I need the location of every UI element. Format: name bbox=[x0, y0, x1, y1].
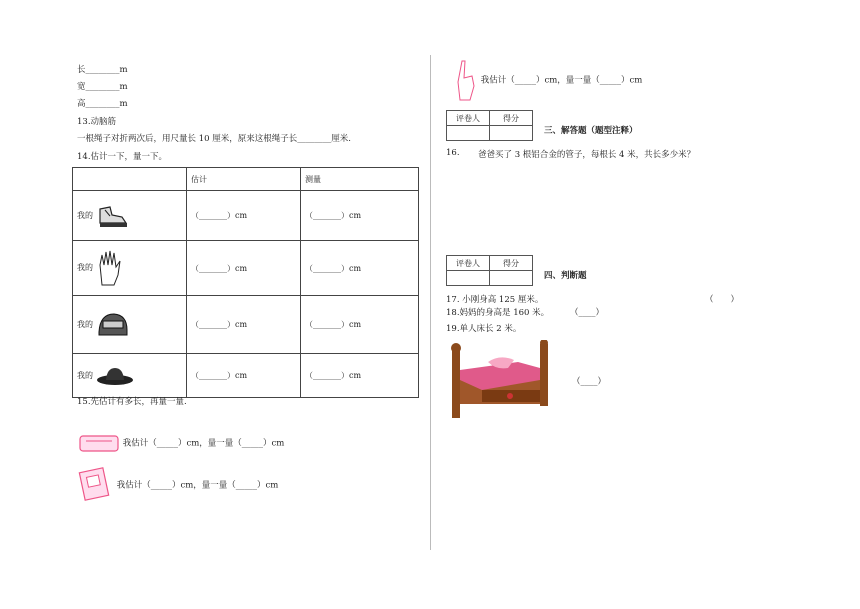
table-row bbox=[73, 296, 419, 354]
row-label: 我的 bbox=[77, 210, 93, 220]
q18-text: 18.妈妈的身高是 160 米。 bbox=[446, 308, 550, 318]
bed-icon bbox=[448, 340, 568, 420]
pencil-case-icon bbox=[78, 432, 120, 454]
estimate-cell[interactable]: （_______）cm bbox=[187, 191, 301, 241]
table-header-estimate: 估计 bbox=[187, 168, 301, 191]
q13-title: 13.动脑筋 bbox=[77, 117, 117, 127]
q17-answer[interactable]: （ ） bbox=[705, 295, 740, 305]
table-header-blank bbox=[73, 168, 187, 191]
q15-text: 我估计（_____）cm，量一量（_____）cm bbox=[116, 480, 279, 491]
estimate-cell[interactable]: （_______）cm bbox=[187, 296, 301, 354]
q15-item bbox=[78, 432, 284, 454]
q15-text: 我估计（_____）cm，量一量（_____）cm bbox=[122, 438, 285, 449]
q17-text: 17. 小刚身高 125 厘米。 bbox=[446, 295, 544, 305]
estimate-cell[interactable]: （_______）cm bbox=[187, 354, 301, 398]
score-cell[interactable] bbox=[490, 126, 533, 141]
table-row bbox=[73, 191, 419, 241]
q16-text: 爸爸买了 3 根铝合金的管子，每根长 4 米，共长多少米？ bbox=[478, 150, 696, 160]
score-box bbox=[446, 110, 533, 141]
grader-label: 评卷人 bbox=[447, 256, 490, 271]
row-label-cell bbox=[73, 191, 187, 241]
finger-item bbox=[452, 58, 642, 102]
dim-label: 宽 bbox=[77, 82, 86, 92]
q14-title: 14.估计一下，量一下。 bbox=[77, 152, 168, 162]
q19-answer[interactable]: （____） bbox=[572, 377, 607, 387]
q15-item bbox=[78, 467, 278, 503]
shoe-icon bbox=[96, 201, 130, 231]
dim-blank: ________ bbox=[85, 82, 120, 92]
row-label-cell bbox=[73, 296, 187, 354]
finger-icon bbox=[452, 58, 478, 102]
height-line bbox=[77, 97, 128, 109]
row-label: 我的 bbox=[77, 370, 93, 380]
width-line bbox=[77, 80, 128, 92]
score-box bbox=[446, 255, 533, 286]
table-header-row bbox=[73, 168, 419, 191]
hand-icon bbox=[96, 249, 124, 287]
row-label: 我的 bbox=[77, 319, 93, 329]
length-line bbox=[77, 63, 128, 75]
dim-blank: ________ bbox=[85, 99, 120, 109]
row-label-cell bbox=[73, 241, 187, 296]
q16-num: 16. bbox=[446, 148, 460, 158]
q18-answer[interactable]: （____） bbox=[570, 308, 605, 318]
measure-cell[interactable]: （_______）cm bbox=[301, 241, 419, 296]
score-label: 得分 bbox=[490, 111, 533, 126]
score-cell[interactable] bbox=[490, 271, 533, 286]
dim-unit: m bbox=[119, 99, 128, 109]
q13-text: 一根绳子对折两次后，用尺量长 10 厘米，原来这根绳子长________厘米. bbox=[77, 134, 351, 144]
section3-title: 三、解答题（题型注释） bbox=[544, 126, 638, 136]
grader-cell[interactable] bbox=[447, 271, 490, 286]
q19-text: 19.单人床长 2 米。 bbox=[446, 324, 522, 334]
book-icon bbox=[78, 467, 114, 503]
dim-unit: m bbox=[119, 82, 128, 92]
dim-label: 长 bbox=[77, 65, 86, 75]
helmet-icon bbox=[96, 310, 130, 340]
section4-title: 四、判断题 bbox=[544, 271, 587, 281]
row-label: 我的 bbox=[77, 263, 93, 272]
dim-blank: ________ bbox=[85, 65, 120, 75]
finger-text: 我估计（_____）cm，量一量（_____）cm bbox=[480, 75, 643, 86]
estimate-cell[interactable]: （_______）cm bbox=[187, 241, 301, 296]
table-row bbox=[73, 241, 419, 296]
grader-label: 评卷人 bbox=[447, 111, 490, 126]
table-header-measure: 测量 bbox=[301, 168, 419, 191]
column-divider bbox=[430, 55, 431, 550]
measure-cell[interactable]: （_______）cm bbox=[301, 354, 419, 398]
row-label-cell bbox=[73, 354, 187, 398]
q15-title: 15.先估计有多长，再量一量. bbox=[77, 397, 187, 407]
estimate-table bbox=[72, 167, 419, 398]
measure-cell[interactable]: （_______）cm bbox=[301, 191, 419, 241]
dim-unit: m bbox=[119, 65, 128, 75]
hat-icon bbox=[96, 365, 134, 387]
grader-cell[interactable] bbox=[447, 126, 490, 141]
table-row bbox=[73, 354, 419, 398]
measure-cell[interactable]: （_______）cm bbox=[301, 296, 419, 354]
dim-label: 高 bbox=[77, 99, 86, 109]
score-label: 得分 bbox=[490, 256, 533, 271]
